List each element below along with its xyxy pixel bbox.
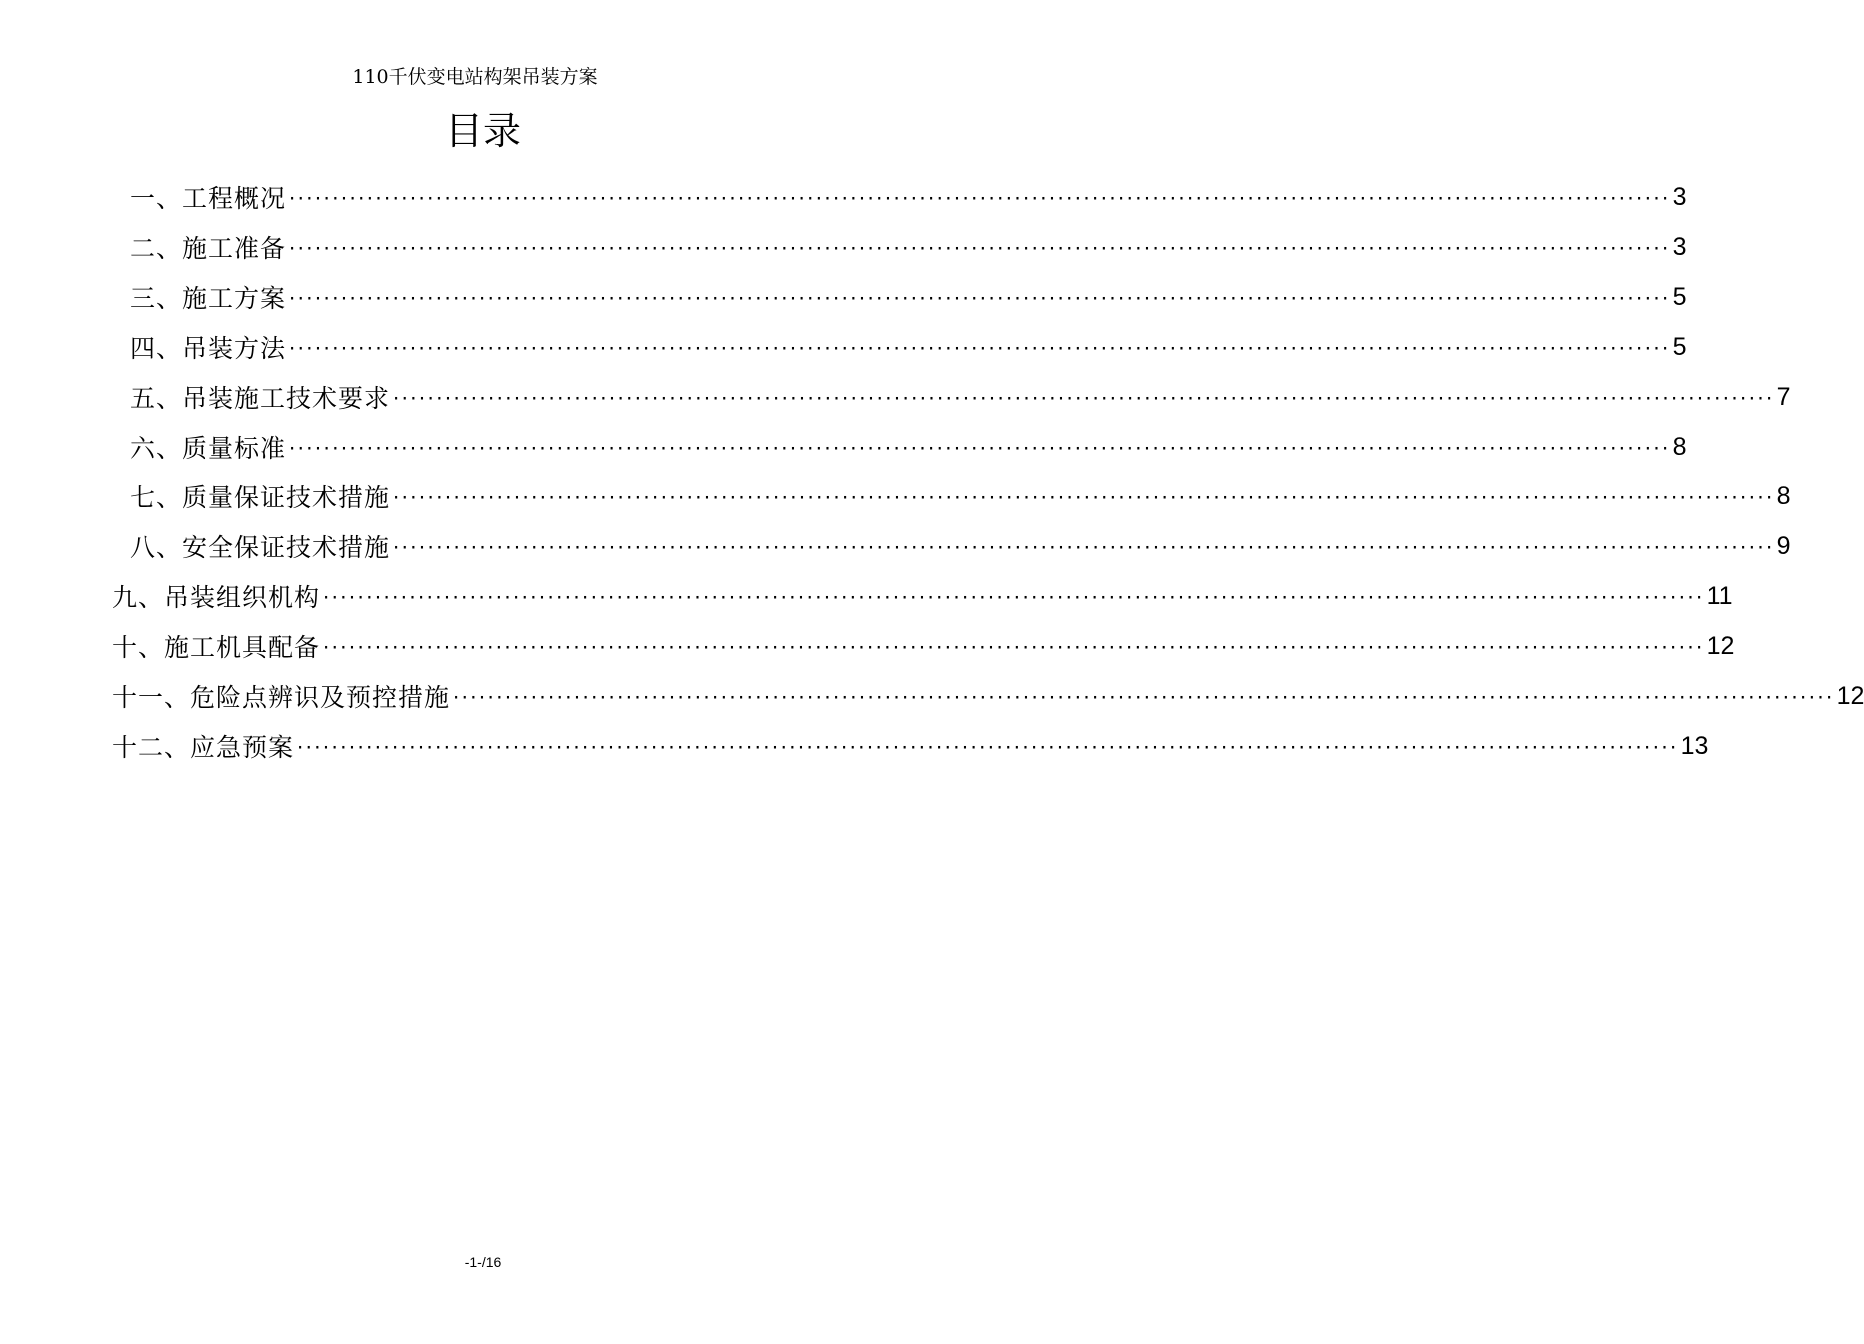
toc-entry-3[interactable] xyxy=(130,277,1687,317)
toc-entry-page: 13 xyxy=(1680,731,1709,760)
toc-entry-label: 六、质量标准 xyxy=(130,434,287,463)
toc-entry-page: 12 xyxy=(1706,631,1735,660)
toc-entry-page: 3 xyxy=(1672,182,1687,211)
toc-entry-page: 12 xyxy=(1836,681,1864,710)
toc-entry-page: 8 xyxy=(1776,481,1791,510)
toc-heading: 目录 xyxy=(444,109,521,153)
toc-dot-leader: ································································································································································ xyxy=(287,339,1669,359)
toc-entry-2[interactable] xyxy=(130,227,1687,267)
toc-entry-label: 二、施工准备 xyxy=(130,234,287,263)
toc-entry-page: 5 xyxy=(1672,282,1687,311)
toc-entry-10[interactable] xyxy=(112,626,1735,666)
toc-entry-6[interactable] xyxy=(130,427,1687,467)
toc-entry-label: 三、施工方案 xyxy=(130,284,287,313)
toc-entry-page: 8 xyxy=(1672,432,1687,461)
toc-entry-label: 四、吊装方法 xyxy=(130,334,287,363)
toc-dot-leader: ································································································································································ xyxy=(391,538,1773,558)
toc-dot-leader: ································································································································································ xyxy=(287,289,1669,309)
toc-entry-label: 十二、应急预案 xyxy=(112,733,295,762)
toc-entry-8[interactable] xyxy=(130,526,1791,566)
toc-dot-leader: ································································································································································ xyxy=(287,439,1669,459)
toc-entry-page: 9 xyxy=(1776,531,1791,560)
toc-entry-11[interactable] xyxy=(112,676,1864,716)
toc-entry-label: 十、施工机具配备 xyxy=(112,633,321,662)
toc-dot-leader: ································································································································································ xyxy=(391,389,1773,409)
toc-entry-label: 十一、危险点辨识及预控措施 xyxy=(112,683,451,712)
toc-dot-leader: ································································································································································ xyxy=(287,239,1669,259)
toc-dot-leader: ································································································································································ xyxy=(391,488,1773,508)
toc-entry-label: 九、吊装组织机构 xyxy=(112,583,321,612)
toc-entry-7[interactable] xyxy=(130,476,1791,516)
toc-entry-9[interactable] xyxy=(112,576,1733,616)
page-number-footer: -1-/16 xyxy=(464,1254,502,1270)
toc-dot-leader: ································································································································································ xyxy=(287,189,1669,209)
toc-entry-label: 五、吊装施工技术要求 xyxy=(130,384,391,413)
toc-entry-label: 七、质量保证技术措施 xyxy=(130,483,391,512)
toc-dot-leader: ································································································································································ xyxy=(451,688,1833,708)
toc-entry-5[interactable] xyxy=(130,377,1791,417)
toc-entry-label: 一、工程概况 xyxy=(130,184,287,213)
toc-entry-page: 5 xyxy=(1672,332,1687,361)
toc-dot-leader: ································································································································································ xyxy=(295,738,1677,758)
toc-dot-leader: ································································································································································ xyxy=(321,638,1703,658)
document-header-title: 110千伏变电站构架吊装方案 xyxy=(352,66,598,88)
toc-entry-4[interactable] xyxy=(130,327,1687,367)
toc-entry-12[interactable] xyxy=(112,726,1709,766)
toc-entry-page: 7 xyxy=(1776,382,1791,411)
toc-entry-1[interactable] xyxy=(130,177,1687,217)
toc-entry-page: 11 xyxy=(1706,581,1733,610)
toc-dot-leader: ································································································································································ xyxy=(321,588,1703,608)
toc-entry-label: 八、安全保证技术措施 xyxy=(130,533,391,562)
toc-entry-page: 3 xyxy=(1672,232,1687,261)
